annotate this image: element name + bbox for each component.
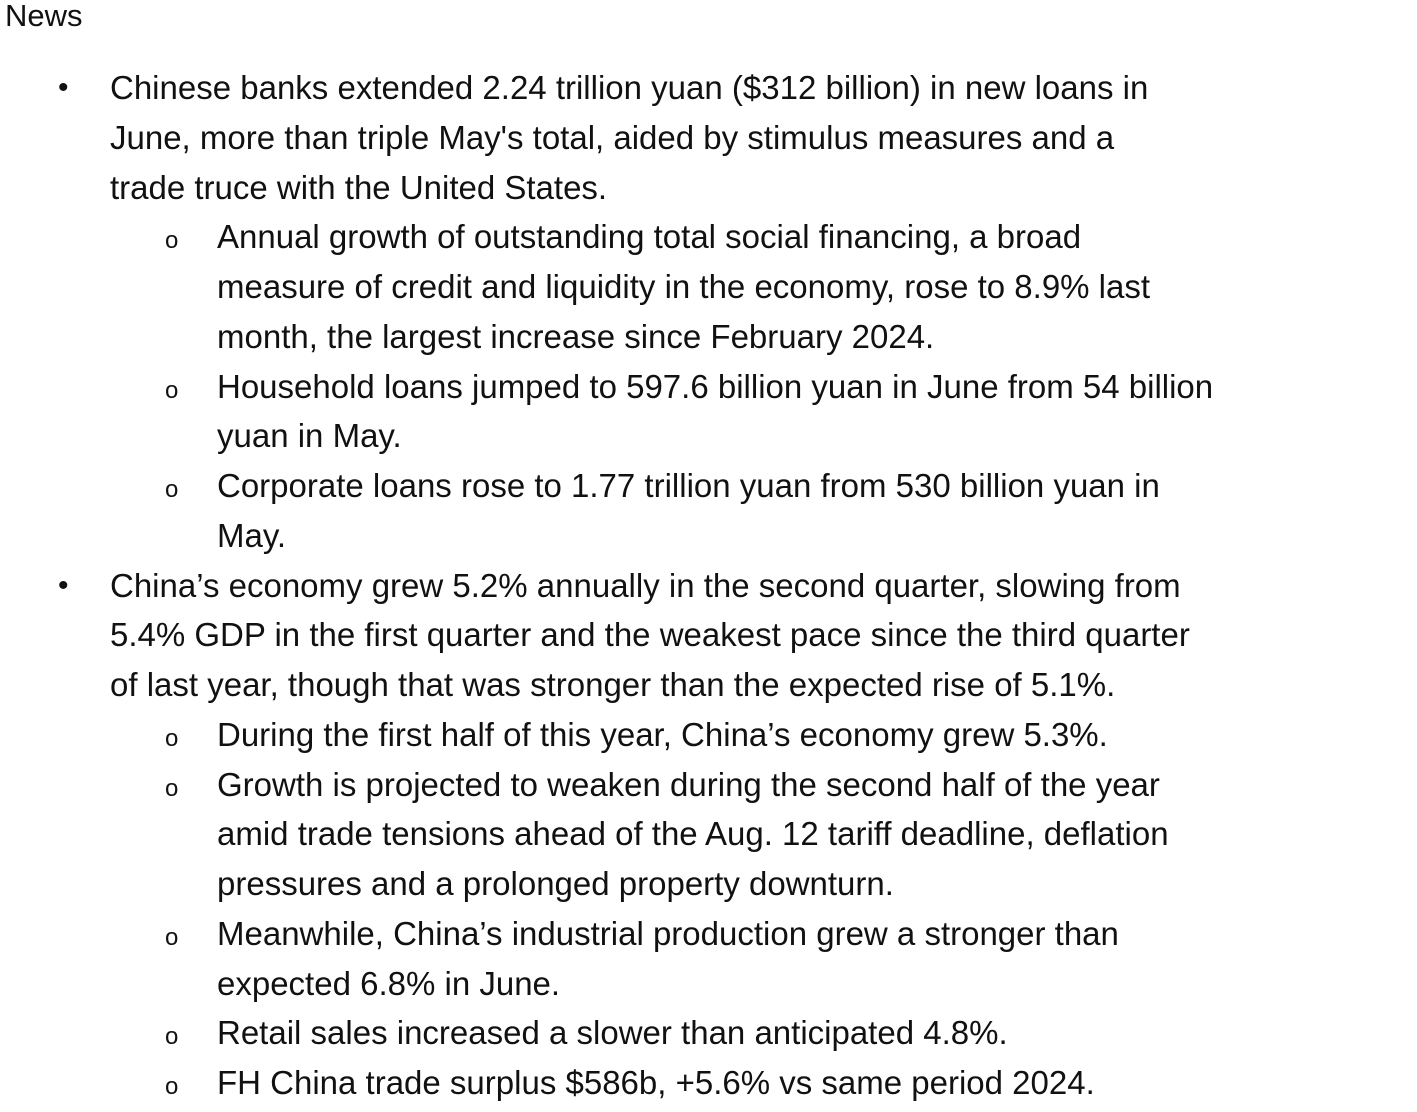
- text-line: Retail sales increased a slower than anticipated 4.8%.: [217, 1014, 1008, 1052]
- sub-bullet-item: [0, 909, 1417, 1009]
- section-title: News: [5, 0, 83, 33]
- text-line: China’s economy grew 5.2% annually in the second quarter, slowing from: [110, 566, 1181, 604]
- text-line: expected 6.8% in June.: [217, 964, 561, 1002]
- circle-bullet-icon: o: [165, 376, 179, 404]
- text-line: Corporate loans rose to 1.77 trillion yuan from 530 billion yuan in: [217, 467, 1160, 504]
- text-line: of last year, though that was stronger than the expected rise of 5.1%.: [110, 666, 1116, 703]
- text-line: During the first half of this year, China’s economy grew 5.3%.: [217, 715, 1108, 753]
- text-line: 5.4% GDP in the first quarter and the weakest pace since the third quarter: [110, 616, 1190, 654]
- text-line: yuan in May.: [217, 417, 402, 455]
- sub-bullet-item: [0, 362, 1417, 462]
- circle-bullet-icon: o: [165, 1023, 179, 1051]
- text-line: amid trade tensions ahead of the Aug. 12 tariff deadline, deflation: [217, 815, 1169, 853]
- circle-bullet-icon: o: [165, 1073, 179, 1100]
- bullet-icon: •: [58, 71, 69, 104]
- text-line: Meanwhile, China’s industrial production grew a stronger than: [217, 914, 1119, 952]
- circle-bullet-icon: o: [165, 476, 179, 503]
- text-line: measure of credit and liquidity in the economy, rose to 8.9% last: [217, 268, 1151, 305]
- text-line: Chinese banks extended 2.24 trillion yuan ($312 billion) in new loans in: [110, 69, 1149, 106]
- circle-bullet-icon: o: [165, 227, 179, 255]
- text-line: trade truce with the United States.: [110, 168, 608, 206]
- bullet-item: [0, 63, 1417, 212]
- text-line: June, more than triple May's total, aided by stimulus measures and a: [110, 118, 1115, 156]
- circle-bullet-icon: o: [165, 724, 179, 752]
- sub-bullet-item: [0, 760, 1417, 909]
- sub-bullet-item: [0, 461, 1417, 561]
- text-line: Household loans jumped to 597.6 billion yuan in June from 54 billion: [217, 367, 1214, 405]
- sub-bullet-item: [0, 212, 1417, 361]
- text-line: May.: [217, 516, 287, 554]
- sub-bullet-item: [0, 710, 1417, 760]
- text-line: Growth is projected to weaken during the second half of the year: [217, 765, 1160, 803]
- text-line: month, the largest increase since February 2024.: [217, 317, 935, 355]
- sub-bullet-item: [0, 1058, 1417, 1108]
- sub-bullet-item: [0, 1008, 1417, 1058]
- circle-bullet-icon: o: [165, 774, 179, 802]
- text-line: Annual growth of outstanding total social financing, a broad: [217, 218, 1082, 256]
- bullet-icon: •: [58, 568, 69, 602]
- bullet-item: [0, 561, 1417, 710]
- text-line: pressures and a prolonged property downturn.: [217, 865, 894, 902]
- bullet-list: [0, 63, 1417, 1108]
- circle-bullet-icon: o: [165, 923, 179, 951]
- text-line: FH China trade surplus $586b, +5.6% vs same period 2024.: [217, 1064, 1095, 1101]
